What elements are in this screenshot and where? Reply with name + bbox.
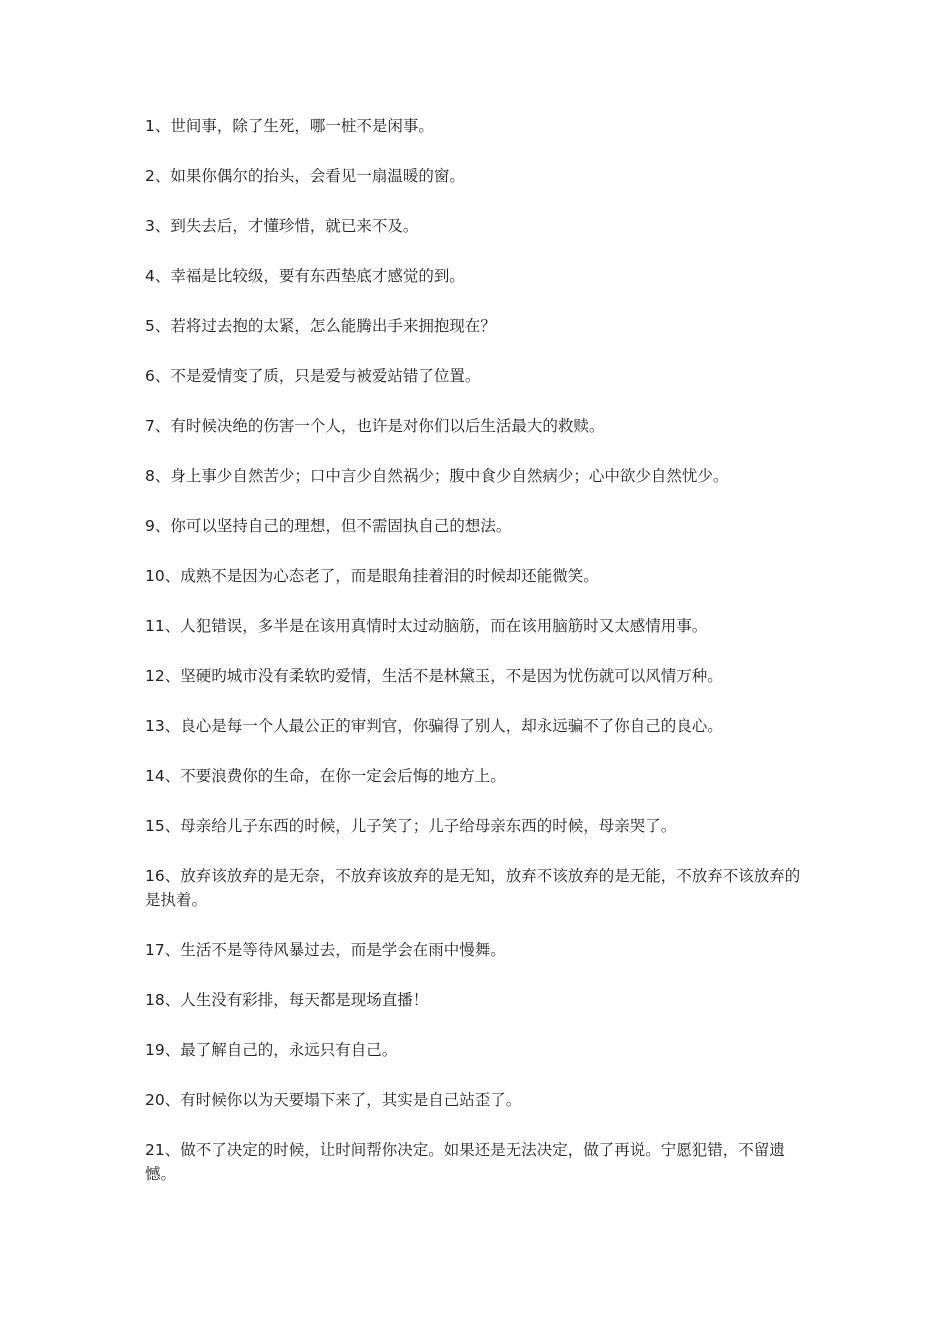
quote-item: 3、到失去后，才懂珍惜，就已来不及。	[145, 217, 419, 235]
quote-item: 8、身上事少自然苦少；口中言少自然祸少；腹中食少自然病少；心中欲少自然忧少。	[145, 467, 729, 485]
quote-item: 11、人犯错误，多半是在该用真情时太过动脑筋，而在该用脑筋时又太感情用事。	[145, 617, 708, 635]
quote-item: 18、人生没有彩排，每天都是现场直播！	[145, 991, 429, 1009]
quote-item: 6、不是爱情变了质，只是爱与被爱站错了位置。	[145, 367, 481, 385]
quote-item: 19、最了解自己的，永远只有自己。	[145, 1041, 398, 1059]
quote-item: 14、不要浪费你的生命，在你一定会后悔的地方上。	[145, 767, 506, 785]
quote-item: 15、母亲给儿子东西的时候，儿子笑了；儿子给母亲东西的时候，母亲哭了。	[145, 817, 677, 835]
quote-item: 2、如果你偶尔的抬头，会看见一扇温暖的窗。	[145, 167, 465, 185]
quote-item: 5、若将过去抱的太紧，怎么能腾出手来拥抱现在？	[145, 317, 496, 335]
quote-item: 21、做不了决定的时候，让时间帮你决定。如果还是无法决定，做了再说。宁愿犯错，不留遗憾。	[145, 1141, 785, 1183]
quote-item: 10、成熟不是因为心态老了，而是眼角挂着泪的时候却还能微笑。	[145, 567, 599, 585]
quote-item: 12、坚硬旳城市没有柔软旳爱情，生活不是林黛玉，不是因为忧伤就可以风情万种。	[145, 667, 723, 685]
quote-item: 7、有时候决绝的伤害一个人，也许是对你们以后生活最大的救赎。	[145, 417, 605, 435]
quote-item: 20、有时候你以为天要塌下来了，其实是自己站歪了。	[145, 1091, 522, 1109]
quote-item: 16、放弃该放弃的是无奈，不放弃该放弃的是无知，放弃不该放弃的是无能，不放弃不该放弃的是执着。	[145, 867, 801, 909]
quote-item: 9、你可以坚持自己的理想，但不需固执自己的想法。	[145, 517, 512, 535]
quote-item: 17、生活不是等待风暴过去，而是学会在雨中慢舞。	[145, 941, 506, 959]
quote-item: 1、世间事，除了生死，哪一桩不是闲事。	[145, 117, 434, 135]
quote-item: 4、幸福是比较级，要有东西垫底才感觉的到。	[145, 267, 465, 285]
quote-list	[145, 114, 810, 1212]
quote-item: 13、良心是每一个人最公正的审判官，你骗得了别人，却永远骗不了你自己的良心。	[145, 717, 723, 735]
